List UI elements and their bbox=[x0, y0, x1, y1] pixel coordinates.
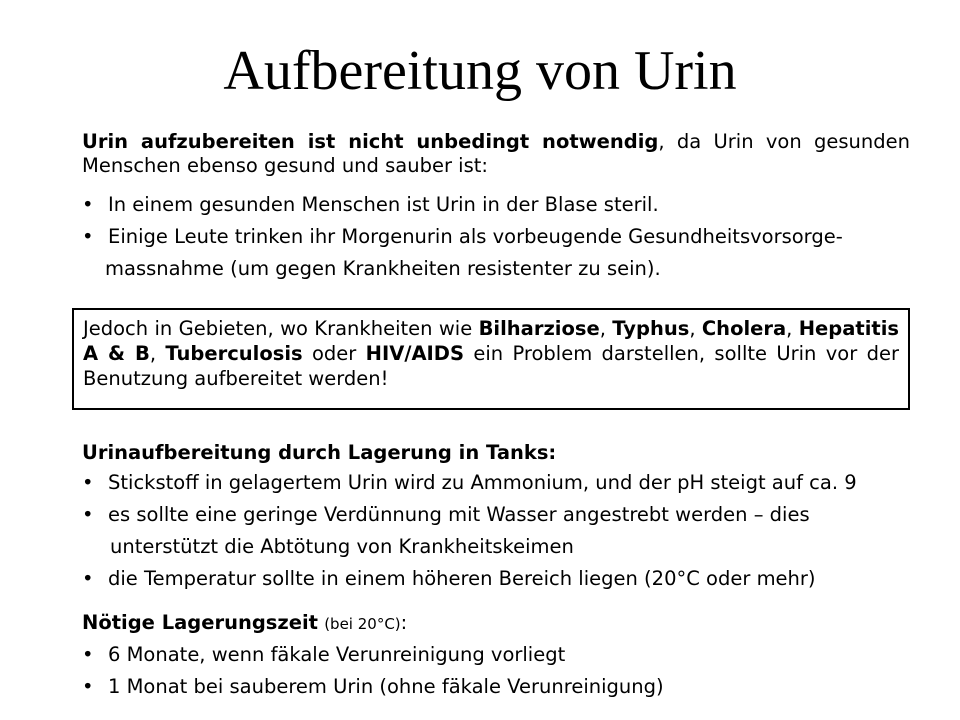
box-text: Jedoch in Gebieten, wo Krankheiten wie bbox=[83, 317, 479, 340]
box-text: , bbox=[689, 317, 702, 340]
intro-bullet-1 bbox=[82, 192, 659, 218]
storage-bullet-3 bbox=[82, 566, 816, 592]
disease-tuberculosis: Tuberculosis bbox=[165, 342, 303, 365]
bullet-icon: • bbox=[82, 567, 94, 590]
bullet-icon: • bbox=[82, 675, 94, 698]
time-bullet-1 bbox=[82, 642, 565, 668]
intro-bullet-2-continuation: massnahme (um gegen Krankheiten resistenter zu sein). bbox=[105, 257, 661, 280]
intro-bullet-1-text: In einem gesunden Menschen ist Urin in der Blase steril. bbox=[108, 193, 659, 216]
bullet-icon: • bbox=[82, 643, 94, 666]
storage-bullet-2-text: es sollte eine geringe Verdünnung mit Wasser angestrebt werden – dies bbox=[108, 503, 810, 526]
box-text: oder bbox=[302, 342, 366, 365]
time-heading-note: (bei 20°C) bbox=[324, 615, 401, 633]
box-text: , bbox=[149, 342, 166, 365]
intro-bullet-2 bbox=[82, 224, 843, 250]
box-text: , bbox=[786, 317, 799, 340]
time-heading-text: Nötige Lagerungszeit bbox=[82, 611, 318, 634]
storage-bullet-2-continuation: unterstützt die Abtötung von Krankheitskeimen bbox=[110, 535, 574, 558]
disease-cholera: Cholera bbox=[701, 317, 787, 340]
storage-bullet-3-text: die Temperatur sollte in einem höheren Bereich liegen (20°C oder mehr) bbox=[108, 567, 816, 590]
disease-hepatitis: Hepatitis A & B bbox=[83, 317, 899, 365]
bullet-icon: • bbox=[82, 225, 94, 248]
time-bullet-2 bbox=[82, 674, 664, 700]
box-text: , bbox=[599, 317, 613, 340]
time-bullet-2-text: 1 Monat bei sauberem Urin (ohne fäkale Verunreinigung) bbox=[108, 675, 664, 698]
time-bullet-1-text: 6 Monate, wenn fäkale Verunreinigung vorliegt bbox=[108, 643, 566, 666]
page-title: Aufbereitung von Urin bbox=[223, 40, 737, 102]
storage-heading-text: Urinaufbereitung durch Lagerung in Tanks: bbox=[82, 441, 557, 464]
intro-paragraph bbox=[82, 130, 910, 178]
disease-bilharziose: Bilharziose bbox=[478, 317, 600, 340]
storage-bullet-1 bbox=[82, 470, 857, 496]
bullet-icon: • bbox=[82, 471, 94, 494]
storage-bullet-2 bbox=[82, 502, 810, 528]
storage-bullet-1-text: Stickstoff in gelagertem Urin wird zu Ammonium, und der pH steigt auf ca. 9 bbox=[108, 471, 857, 494]
disease-typhus: Typhus bbox=[612, 317, 690, 340]
time-heading-colon: : bbox=[400, 611, 408, 634]
bullet-icon: • bbox=[82, 503, 94, 526]
time-heading bbox=[82, 610, 407, 637]
intro-bullet-2-text: Einige Leute trinken ihr Morgenurin als vorbeugende Gesundheitsvorsorge- bbox=[108, 225, 843, 248]
disease-hiv-aids: HIV/AIDS bbox=[365, 342, 465, 365]
bullet-icon: • bbox=[82, 193, 94, 216]
box-text: ein Problem darstellen, sollte Urin vor der Benutzung aufbereitet werden! bbox=[83, 342, 899, 390]
intro-bold-text: Urin aufzubereiten ist nicht unbedingt notwendig bbox=[82, 130, 659, 153]
storage-heading bbox=[82, 440, 556, 466]
warning-box bbox=[72, 308, 910, 410]
intro-rest-text: , da Urin von gesunden Menschen ebenso gesund und sauber ist: bbox=[82, 130, 910, 177]
